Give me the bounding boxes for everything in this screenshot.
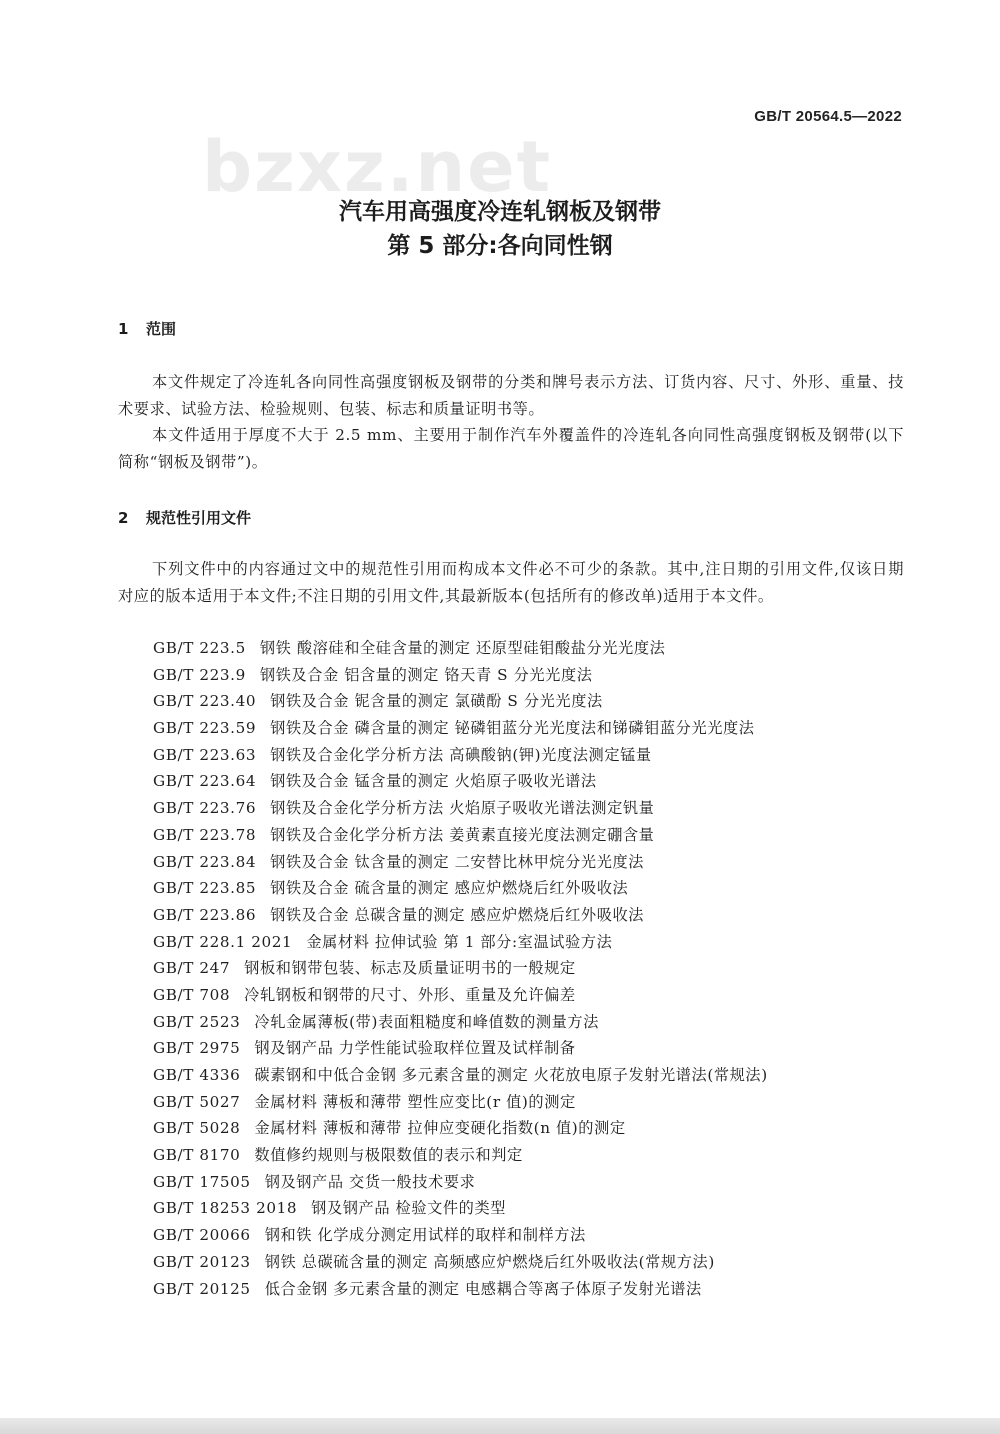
reference-title: 冷轧金属薄板(带)表面粗糙度和峰值数的测量方法 xyxy=(254,1012,600,1031)
reference-item xyxy=(153,635,913,662)
reference-item xyxy=(153,875,913,902)
reference-item xyxy=(153,1115,913,1142)
reference-code: GB/T 228.1 2021 xyxy=(153,932,293,951)
reference-code: GB/T 223.9 xyxy=(153,665,246,684)
reference-code: GB/T 223.64 xyxy=(153,772,257,791)
section-title: 范围 xyxy=(146,320,177,338)
reference-code: GB/T 5028 xyxy=(153,1119,241,1138)
reference-item xyxy=(153,822,913,849)
reference-list xyxy=(153,635,913,1302)
reference-code: GB/T 20066 xyxy=(153,1226,251,1245)
reference-code: GB/T 17505 xyxy=(153,1172,251,1191)
reference-title: 数值修约规则与极限数值的表示和判定 xyxy=(254,1146,523,1165)
reference-title: 冷轧钢板和钢带的尺寸、外形、重量及允许偏差 xyxy=(244,985,576,1004)
reference-item xyxy=(153,1009,913,1036)
document-title xyxy=(0,195,1000,263)
reference-item xyxy=(153,902,913,929)
reference-item xyxy=(153,768,913,795)
reference-item xyxy=(153,1222,913,1249)
standard-code: GB/T 20564.5—2022 xyxy=(754,108,902,125)
reference-code: GB/T 20125 xyxy=(153,1279,251,1298)
reference-code: GB/T 223.78 xyxy=(153,825,257,844)
reference-title: 钢板和钢带包装、标志及质量证明书的一般规定 xyxy=(244,959,576,978)
section-heading-scope xyxy=(118,318,176,339)
reference-item xyxy=(153,1062,913,1089)
reference-item xyxy=(153,1249,913,1276)
reference-code: GB/T 2975 xyxy=(153,1039,241,1058)
reference-title: 金属材料 薄板和薄带 塑性应变比(r 值)的测定 xyxy=(254,1092,576,1111)
reference-title: 钢铁 总碳硫含量的测定 高频感应炉燃烧后红外吸收法(常规方法) xyxy=(264,1252,715,1271)
reference-code: GB/T 223.84 xyxy=(153,852,257,871)
reference-code: GB/T 223.40 xyxy=(153,692,257,711)
reference-title: 钢铁及合金 钛含量的测定 二安替比林甲烷分光光度法 xyxy=(270,852,645,871)
reference-item xyxy=(153,662,913,689)
reference-title: 钢铁及合金化学分析方法 高碘酸钠(钾)光度法测定锰量 xyxy=(270,745,652,764)
reference-title: 钢及钢产品 力学性能试验取样位置及试样制备 xyxy=(254,1039,576,1058)
viewer-bottom-edge xyxy=(0,1418,1000,1434)
reference-item xyxy=(153,929,913,956)
reference-title: 金属材料 拉伸试验 第 1 部分:室温试验方法 xyxy=(306,932,613,951)
reference-code: GB/T 708 xyxy=(153,985,231,1004)
reference-title: 钢铁及合金 总碳含量的测定 感应炉燃烧后红外吸收法 xyxy=(270,905,645,924)
section-number: 2 xyxy=(118,509,129,527)
paragraph: 下列文件中的内容通过文中的规范性引用而构成本文件必不可少的条款。其中,注日期的引用文件,仅该日期对应的版本适用于本文件;不注日期的引用文件,其最新版本(包括所有的修改单)适用于本文件。 xyxy=(118,560,904,605)
reference-item xyxy=(153,955,913,982)
reference-title: 钢铁及合金化学分析方法 姜黄素直接光度法测定硼含量 xyxy=(270,825,655,844)
reference-code: GB/T 20123 xyxy=(153,1252,251,1271)
reference-code: GB/T 18253 2018 xyxy=(153,1199,298,1218)
reference-item xyxy=(153,1089,913,1116)
reference-title: 钢铁及合金 硫含量的测定 感应炉燃烧后红外吸收法 xyxy=(270,879,629,898)
section-heading-normative-references xyxy=(118,507,251,528)
reference-code: GB/T 8170 xyxy=(153,1146,241,1165)
paragraph: 本文件适用于厚度不大于 2.5 mm、主要用于制作汽车外覆盖件的冷连轧各向同性高强度钢板及钢带(以下简称“钢板及钢带”)。 xyxy=(118,426,904,471)
reference-title: 低合金钢 多元素含量的测定 电感耦合等离子体原子发射光谱法 xyxy=(264,1279,702,1298)
reference-item xyxy=(153,1276,913,1303)
reference-item xyxy=(153,688,913,715)
reference-item xyxy=(153,715,913,742)
reference-item xyxy=(153,1035,913,1062)
reference-title: 钢和铁 化学成分测定用试样的取样和制样方法 xyxy=(264,1226,586,1245)
section-number: 1 xyxy=(118,320,129,338)
reference-code: GB/T 4336 xyxy=(153,1066,241,1084)
reference-item xyxy=(153,795,913,822)
reference-item xyxy=(153,1142,913,1169)
reference-item xyxy=(153,742,913,769)
reference-title: 碳素钢和中低合金钢 多元素含量的测定 火花放电原子发射光谱法(常规法) xyxy=(254,1066,768,1084)
reference-title: 金属材料 薄板和薄带 拉伸应变硬化指数(n 值)的测定 xyxy=(254,1119,626,1138)
reference-code: GB/T 247 xyxy=(153,959,231,978)
reference-title: 钢铁及合金 铌含量的测定 氯磺酚 S 分光光度法 xyxy=(270,692,603,711)
reference-code: GB/T 223.5 xyxy=(153,639,246,657)
reference-title: 钢及钢产品 交货一般技术要求 xyxy=(264,1172,476,1191)
reference-code: GB/T 223.59 xyxy=(153,719,257,738)
reference-item xyxy=(153,982,913,1009)
section-title: 规范性引用文件 xyxy=(146,509,252,527)
title-line-2: 第 5 部分:各向同性钢 xyxy=(387,233,613,259)
reference-code: GB/T 223.85 xyxy=(153,879,257,898)
title-line-1: 汽车用高强度冷连轧钢板及钢带 xyxy=(339,199,661,225)
reference-item xyxy=(153,1169,913,1196)
reference-code: GB/T 223.86 xyxy=(153,905,257,924)
reference-item xyxy=(153,849,913,876)
reference-code: GB/T 5027 xyxy=(153,1092,241,1111)
watermark: bzxz.net xyxy=(202,126,553,208)
reference-title: 钢铁 酸溶硅和全硅含量的测定 还原型硅钼酸盐分光光度法 xyxy=(259,639,666,657)
reference-title: 钢铁及合金 磷含量的测定 铋磷钼蓝分光光度法和锑磷钼蓝分光光度法 xyxy=(270,719,755,738)
reference-item xyxy=(153,1195,913,1222)
reference-code: GB/T 2523 xyxy=(153,1012,241,1031)
reference-code: GB/T 223.63 xyxy=(153,745,257,764)
reference-title: 钢铁及合金化学分析方法 火焰原子吸收光谱法测定钒量 xyxy=(270,799,655,818)
reference-code: GB/T 223.76 xyxy=(153,799,257,818)
reference-title: 钢铁及合金 铝含量的测定 铬天青 S 分光光度法 xyxy=(259,665,593,684)
reference-title: 钢铁及合金 锰含量的测定 火焰原子吸收光谱法 xyxy=(270,772,597,791)
paragraph: 本文件规定了冷连轧各向同性高强度钢板及钢带的分类和牌号表示方法、订货内容、尺寸、外形、重量、技术要求、试验方法、检验规则、包装、标志和质量证明书等。 xyxy=(118,373,904,418)
reference-title: 钢及钢产品 检验文件的类型 xyxy=(311,1199,507,1218)
